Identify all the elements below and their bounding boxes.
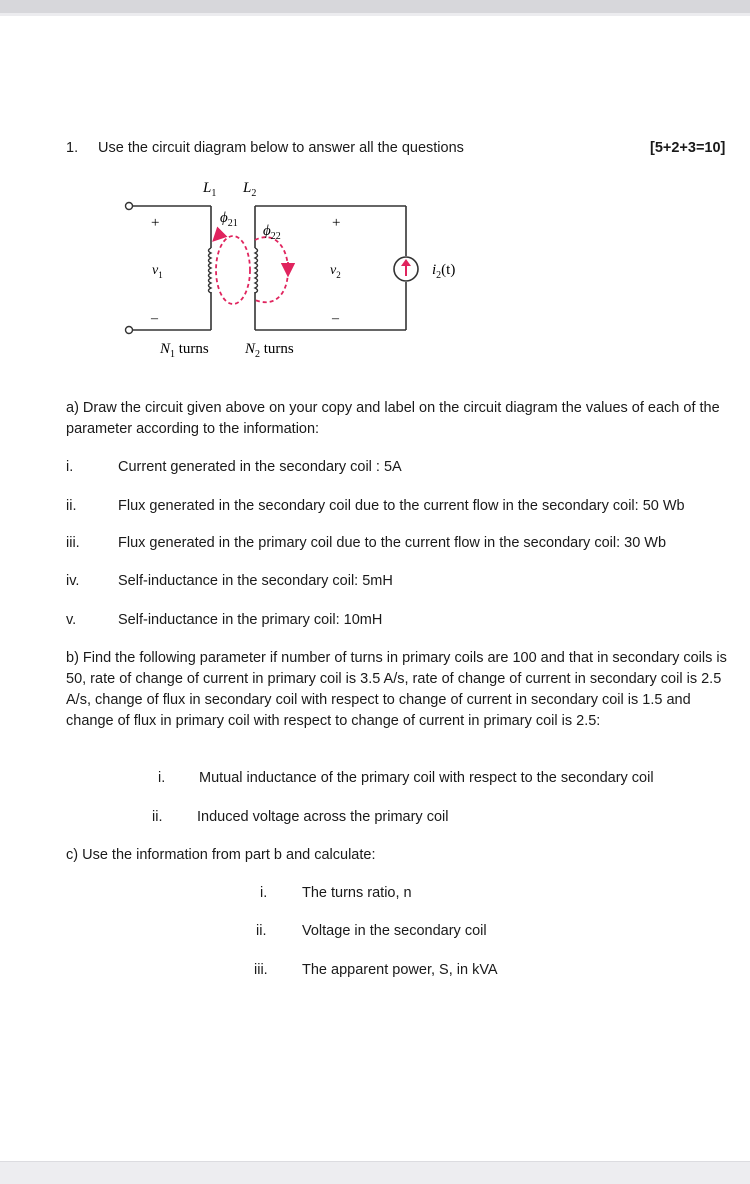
label-v2: $v_2$: [330, 263, 341, 280]
terminal-bottom: [126, 327, 133, 334]
part-a-item-1-num: i.: [66, 459, 74, 475]
primary-wires: [132, 206, 211, 330]
part-b-text: b) Find the following parameter if number of turns in primary coils are 100 and that in secondary coils is 50, rate of change of current in primary coil is 3.5 A/s, rate of change of current in secondary coil is 2.5 A/s, change of flux in secondary coil with respect to change of current in secondary coil is 1.5 and change of flux in primary coil with respect to change of current in primary coil is 2.5:: [66, 650, 727, 729]
part-a-item-4-num: iv.: [66, 573, 80, 589]
part-c-item-1-num: i.: [260, 885, 268, 901]
part-a-item-3-num: iii.: [66, 535, 80, 551]
primary-coil: [209, 248, 212, 293]
flux-phi21-loop: [216, 236, 250, 304]
flux-phi22-loop: [255, 237, 288, 302]
part-a-item-4-text: Self-inductance in the secondary coil: 5mH: [118, 573, 393, 589]
flux-phi21-arrow: [216, 232, 222, 238]
label-i2: $i_2(t)$: [432, 262, 456, 281]
terminal-top: [126, 203, 133, 210]
part-b-item-1-text: Mutual inductance of the primary coil with respect to the secondary coil: [199, 770, 654, 786]
label-phi21: $\phi_{21}$: [220, 210, 238, 229]
circuit-diagram: [110, 170, 480, 370]
part-a-item-1-text: Current generated in the secondary coil : 5A: [118, 459, 402, 475]
label-minus-primary: –: [151, 311, 158, 326]
part-c-item-3-num: iii.: [254, 962, 268, 978]
part-c-text: c) Use the information from part b and calculate:: [66, 847, 376, 863]
label-N1-turns: $N_1$ turns: [160, 341, 209, 360]
part-c-item-2-text: Voltage in the secondary coil: [302, 923, 487, 939]
part-c-item-3-text: The apparent power, S, in kVA: [302, 962, 498, 978]
label-plus-primary: +: [151, 215, 160, 231]
label-plus-secondary: +: [332, 215, 341, 231]
question-number: 1.: [66, 140, 79, 156]
label-v1: $v_1$: [152, 263, 163, 280]
label-L2: $L_2$: [243, 180, 257, 199]
part-c-item-1-text: The turns ratio, n: [302, 885, 412, 901]
label-L1: $L_1$: [203, 180, 217, 199]
label-minus-secondary: –: [332, 311, 339, 326]
label-N2-turns: $N_2$ turns: [245, 341, 294, 360]
part-a-item-2-num: ii.: [66, 498, 77, 514]
marks-label: [5+2+3=10]: [650, 140, 726, 156]
part-a-item-3-text: Flux generated in the primary coil due to the current flow in the secondary coil: 30 Wb: [118, 535, 667, 551]
part-b-item-1-num: i.: [158, 770, 166, 786]
part-b-item-2-text: Induced voltage across the primary coil: [197, 809, 449, 825]
part-a-text: a) Draw the circuit given above on your copy and label on the circuit diagram the values of each of the parameter according to the information:: [66, 400, 720, 437]
label-phi22: $\phi_{22}$: [263, 223, 281, 242]
part-b-item-2-num: ii.: [152, 809, 163, 825]
bottom-bar: [0, 1161, 750, 1184]
part-a-item-5-num: v.: [66, 612, 77, 628]
part-c-item-2-num: ii.: [256, 923, 267, 939]
secondary-coil: [255, 248, 258, 293]
part-a-item-2-text: Flux generated in the secondary coil due to the current flow in the secondary coil: 50 Wb: [118, 498, 685, 514]
question-prompt: Use the circuit diagram below to answer all the questions: [98, 140, 464, 156]
top-bar: [0, 0, 750, 16]
part-a-item-5-text: Self-inductance in the primary coil: 10mH: [118, 612, 383, 628]
